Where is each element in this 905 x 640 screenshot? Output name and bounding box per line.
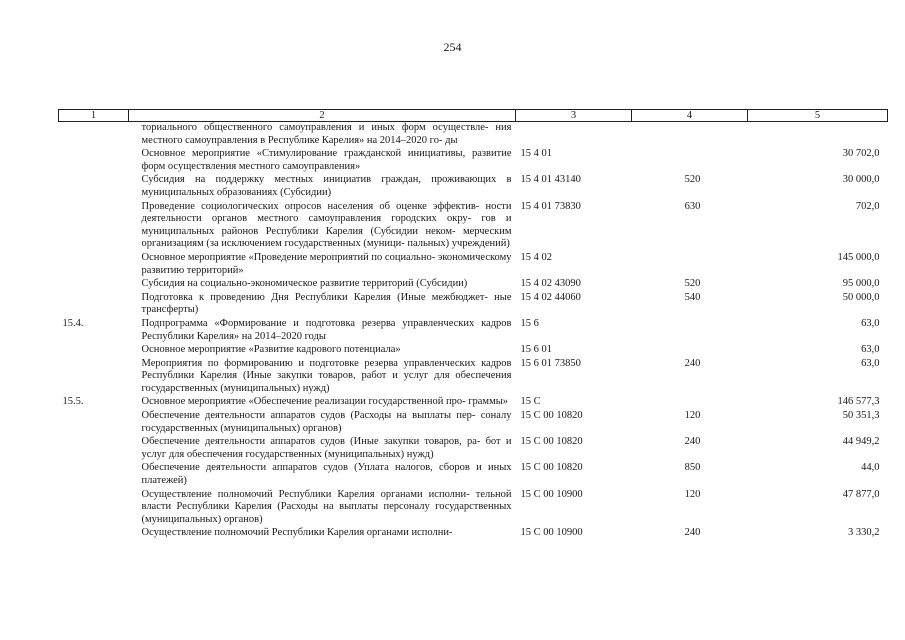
row-code: 15 С 00 10820 xyxy=(520,436,583,448)
row-code: 15 С 00 10820 xyxy=(520,410,583,422)
row-amount: 145 000,0 xyxy=(837,251,880,263)
row-amount: 63,0 xyxy=(861,317,880,329)
row-number xyxy=(59,344,129,358)
table-row xyxy=(59,201,888,252)
row-type: 540 xyxy=(684,291,701,303)
row-code: 15 4 01 73830 xyxy=(520,200,581,212)
row-amount: 50 000,0 xyxy=(842,291,880,303)
header-cell-3: 3 xyxy=(516,110,632,122)
row-type xyxy=(632,252,748,278)
row-amount: 44,0 xyxy=(861,462,880,474)
row-number xyxy=(59,201,129,252)
row-number xyxy=(59,436,129,462)
row-amount: 146 577,3 xyxy=(837,396,880,408)
table-row xyxy=(59,318,888,344)
row-code: 15 4 01 43140 xyxy=(520,174,581,186)
row-number xyxy=(59,174,129,200)
row-type: 850 xyxy=(684,462,701,474)
row-number xyxy=(59,358,129,397)
row-name: Субсидия на поддержку местных инициатив граждан, проживающих в муниципальных образованиях (Субсидии) xyxy=(141,174,512,198)
row-name: Субсидия на социально-экономическое развитие территорий (Субсидии) xyxy=(141,278,468,290)
header-cell-2: 2 xyxy=(129,110,516,122)
row-amount: 63,0 xyxy=(861,357,880,369)
row-amount: 30 000,0 xyxy=(842,174,880,186)
row-name: Основное мероприятие «Обеспечение реализации государственной про- граммы» xyxy=(141,396,509,408)
table-row xyxy=(59,410,888,436)
table-row xyxy=(59,344,888,358)
row-name: Подпрограмма «Формирование и подготовка резерва управленческих кадров Республики Карелия» на 2014–2020 годы xyxy=(141,317,512,342)
row-amount: 95 000,0 xyxy=(842,278,880,290)
row-code: 15 4 02 44060 xyxy=(520,291,581,303)
row-amount: 47 877,0 xyxy=(842,488,880,500)
row-name: Обеспечение деятельности аппаратов судов (Расходы на выплаты пер- соналу государственных (муниципальных) органов) xyxy=(141,410,512,434)
row-type: 520 xyxy=(684,174,701,186)
table-row xyxy=(59,278,888,292)
row-name: Основное мероприятие «Развитие кадрового потенциала» xyxy=(141,344,401,356)
table-row xyxy=(59,527,888,541)
row-type: 120 xyxy=(684,410,701,422)
table-row xyxy=(59,292,888,318)
row-code xyxy=(516,122,632,149)
row-name: Обеспечение деятельности аппаратов судов (Иные закупки товаров, ра- бот и услуг для обеспечения государственных (муниципальных) нужд) xyxy=(141,436,512,460)
row-number xyxy=(59,122,129,149)
row-type xyxy=(632,344,748,358)
row-type: 120 xyxy=(684,488,701,500)
row-number xyxy=(59,278,129,292)
row-name: Основное мероприятие «Проведение мероприятий по социально- экономическому развитию территорий» xyxy=(141,251,512,276)
table-row xyxy=(59,174,888,200)
table-row xyxy=(59,489,888,528)
row-amount: 50 351,3 xyxy=(842,410,880,422)
table-row xyxy=(59,122,888,149)
row-type xyxy=(632,148,748,174)
row-code: 15 С 00 10900 xyxy=(520,488,583,500)
row-number: 15.5. xyxy=(62,396,84,408)
table-row xyxy=(59,396,888,410)
row-number xyxy=(59,292,129,318)
row-number xyxy=(59,252,129,278)
row-type xyxy=(632,122,748,149)
row-name: Проведение социологических опросов населения об оценке эффектив- ности деятельности органов местного самоуправления городских окру- гов и муниципальных районов Республики Карелия (Субсидии неком- мерческим организациям (за исключением государственных (муници- пальных) учреждений) xyxy=(141,200,512,250)
table-row xyxy=(59,252,888,278)
row-name: Мероприятия по формированию и подготовке резерва управленческих кадров Республики Карелия (Иные закупки товаров, работ и услуг для обеспечения государственных (муниципальных) нужд) xyxy=(141,357,512,394)
header-row xyxy=(59,110,888,122)
row-amount: 30 702,0 xyxy=(842,148,880,160)
row-amount: 702,0 xyxy=(855,200,880,212)
row-name: Подготовка к проведению Дня Республики Карелия (Иные межбюджет- ные трансферты) xyxy=(141,291,512,316)
table-body xyxy=(59,122,888,542)
row-code: 15 С 00 10900 xyxy=(520,527,583,539)
row-amount: 3 330,2 xyxy=(848,527,880,539)
row-type: 630 xyxy=(684,200,701,212)
row-number: 15.4. xyxy=(62,317,84,329)
row-number xyxy=(59,462,129,488)
row-number xyxy=(59,489,129,528)
row-type xyxy=(632,396,748,410)
row-type xyxy=(632,318,748,344)
row-number xyxy=(59,148,129,174)
row-name: Основное мероприятие «Стимулирование гражданской инициативы, развитие форм осуществления местного самоуправления» xyxy=(141,148,512,172)
page-number: 254 xyxy=(443,40,462,54)
row-code: 15 4 02 43090 xyxy=(520,278,581,290)
row-code: 15 6 01 xyxy=(520,344,552,356)
row-amount xyxy=(748,122,888,149)
row-name: ториального общественного самоуправления и иных форм осуществле- ния местного самоуправления в Республике Карелия» на 2014–2020 го- ды xyxy=(141,122,512,146)
table-row xyxy=(59,148,888,174)
row-name: Осуществление полномочий Республики Карелия органами исполни- xyxy=(141,527,453,539)
row-code: 15 6 01 73850 xyxy=(520,357,581,369)
row-code: 15 С 00 10820 xyxy=(520,462,583,474)
budget-table xyxy=(58,109,888,541)
row-code: 15 6 xyxy=(520,317,539,329)
table-row xyxy=(59,358,888,397)
row-name: Обеспечение деятельности аппаратов судов (Уплата налогов, сборов и иных платежей) xyxy=(141,462,512,487)
row-type: 520 xyxy=(684,278,701,290)
row-number xyxy=(59,410,129,436)
row-amount: 44 949,2 xyxy=(842,436,880,448)
row-type: 240 xyxy=(684,357,701,369)
row-amount: 63,0 xyxy=(861,344,880,356)
row-code: 15 4 01 xyxy=(520,148,552,160)
row-number xyxy=(59,527,129,541)
header-cell-1: 1 xyxy=(59,110,129,122)
row-type: 240 xyxy=(684,436,701,448)
row-code: 15 С xyxy=(520,396,541,408)
table-row xyxy=(59,436,888,462)
header-cell-5: 5 xyxy=(748,110,888,122)
row-name: Осуществление полномочий Республики Карелия органами исполни- тельной власти Республики Карелия (Расходы на выплаты персоналу государственных (муниципальных) органов) xyxy=(141,488,512,525)
row-code: 15 4 02 xyxy=(520,251,552,263)
row-type: 240 xyxy=(684,527,701,539)
header-cell-4: 4 xyxy=(632,110,748,122)
table-row xyxy=(59,462,888,488)
